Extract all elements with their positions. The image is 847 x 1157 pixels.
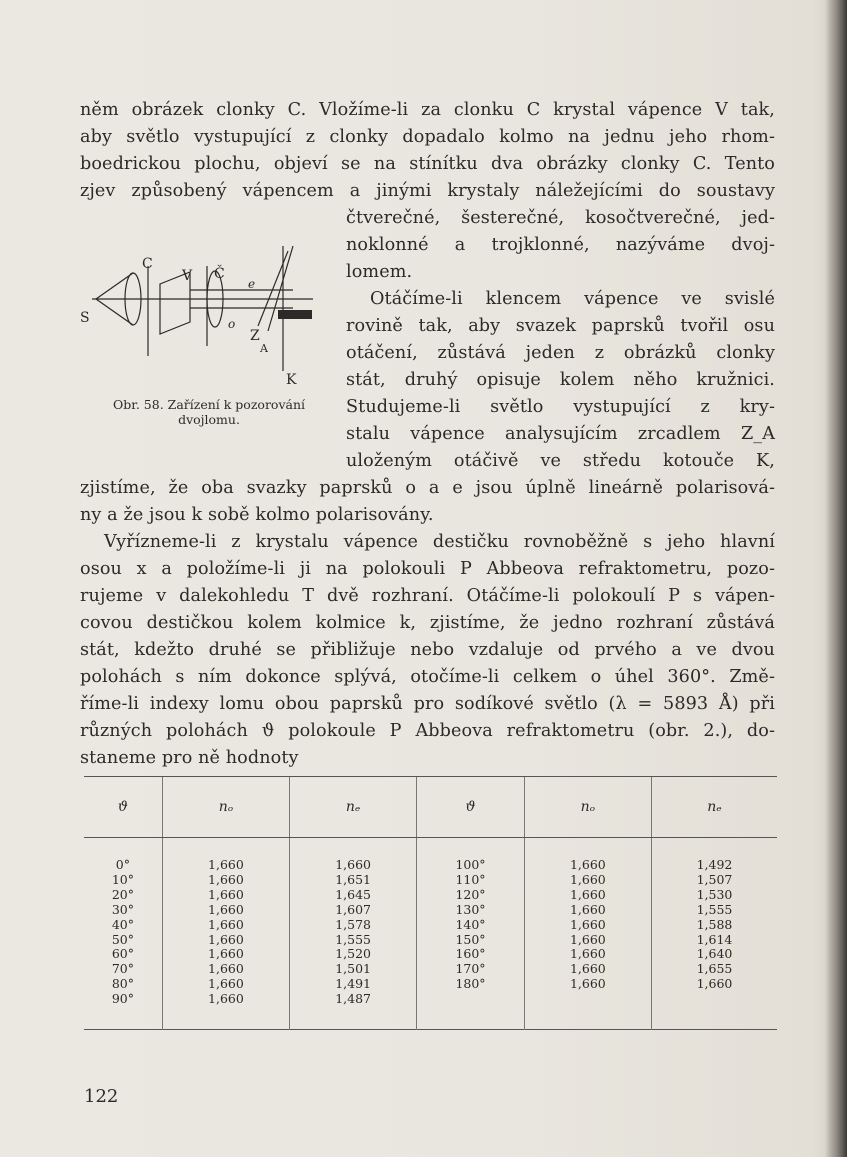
table-cell: 160°	[417, 947, 525, 962]
table-cell: 1,640	[651, 947, 777, 962]
body-line: něm obrázek clonky C. Vložíme-li za clonku C krystal vápence V tak,	[80, 100, 775, 120]
table-cell: 1,660	[290, 838, 417, 873]
body-line: Vyřízneme-li z krystalu vápence destičku rovnoběžně s jeho hlavní	[104, 532, 775, 552]
table-cell: 1,555	[290, 933, 417, 948]
table-cell: 130°	[417, 903, 525, 918]
table-cell: 80°	[111, 976, 134, 992]
body-line: boedrickou plochu, objeví se na stínítku dva obrázky clonky C. Tento	[80, 154, 775, 174]
figure-caption	[78, 397, 340, 427]
label-c: C	[142, 256, 153, 272]
table-cell: 1,660	[162, 873, 289, 888]
body-line: zjev způsobený vápencem a jinými krystaly náležejícími do soustavy	[80, 181, 775, 201]
body-line: různých polohách ϑ polokoule P Abbeova refraktometru (obr. 2.), do-	[80, 721, 775, 741]
right-column-line: otáčení, zůstává jeden z obrázků clonky	[346, 343, 775, 363]
right-column-line: noklonné a trojklonné, nazýváme dvoj-	[346, 235, 775, 255]
table-cell	[417, 992, 525, 1029]
table-cell: 50°	[111, 931, 134, 947]
body-line: aby světlo vystupující z clonky dopadalo kolmo na jednu jeho rhom-	[80, 127, 775, 147]
right-column-line: lomem.	[346, 262, 413, 282]
table-cell: 1,507	[651, 873, 777, 888]
table-cell: 1,660	[524, 962, 651, 977]
right-column-line: čtverečné, šesterečné, kosočtverečné, jed-	[346, 208, 775, 228]
table-cell	[524, 992, 651, 1029]
table-row	[84, 888, 777, 903]
label-o: o	[228, 317, 236, 331]
table-cell: 1,645	[290, 888, 417, 903]
body-line: covou destičkou kolem kolmice k, zjistíme, že jedno rozhraní zůstává	[80, 613, 775, 633]
table-cell: 30°	[111, 901, 134, 917]
table-row	[84, 918, 777, 933]
body-line: říme-li indexy lomu obou paprsků pro sodíkové světlo (λ = 5893 Å) při	[80, 694, 775, 714]
table-cell: 1,660	[651, 977, 777, 992]
body-line: stát, kdežto druhé se přibližuje nebo vzdaluje od prvého a ve dvou	[80, 640, 775, 660]
table-row	[84, 977, 777, 992]
table-cell: 1,555	[651, 903, 777, 918]
table-cell: 1,501	[290, 962, 417, 977]
table-body	[84, 838, 777, 1030]
table-cell: 1,651	[290, 873, 417, 888]
ray-top	[96, 273, 133, 299]
table-cell: 1,660	[524, 933, 651, 948]
header-n-e: nₑ	[290, 777, 417, 838]
caption-line-1: Obr. 58. Zařízení k pozorování	[112, 397, 306, 412]
label-e: e	[248, 277, 256, 291]
birefringence-apparatus-figure	[78, 236, 328, 388]
ray-bottom	[96, 299, 133, 325]
body-line: ny a že jsou k sobě kolmo polarisovány.	[80, 505, 434, 525]
table-cell: 1,578	[290, 918, 417, 933]
right-column-line: uloženým otáčivě ve středu kotouče K,	[346, 451, 775, 471]
mirror-holder	[278, 310, 312, 319]
right-column-line: stalu vápence analysujícím zrcadlem Z_A	[346, 424, 775, 444]
label-k: K	[286, 372, 297, 388]
table-cell: 120°	[417, 888, 525, 903]
right-column-line: Otáčíme-li klencem vápence ve svislé	[370, 289, 775, 309]
label-s: S	[80, 310, 90, 326]
table-cell: 1,660	[524, 903, 651, 918]
table-cell: 1,614	[651, 933, 777, 948]
table-cell: 60°	[111, 946, 134, 962]
label-a: A	[260, 342, 268, 355]
header-theta: ϑ	[84, 777, 162, 838]
table-cell: 0°	[115, 857, 130, 872]
table-cell: 1,487	[290, 992, 417, 1029]
table-row	[84, 838, 777, 873]
refractive-index-table	[84, 776, 777, 1030]
table-cell: 1,660	[524, 888, 651, 903]
page-edge-shadow	[825, 0, 847, 1157]
table-cell: 1,660	[524, 838, 651, 873]
table-cell: 1,655	[651, 962, 777, 977]
table-cell: 1,660	[162, 918, 289, 933]
table-row	[84, 933, 777, 948]
right-column-line: stát, druhý opisuje kolem něho kružnici.	[346, 370, 775, 390]
table-cell: 100°	[417, 838, 525, 873]
page-number: 122	[84, 1086, 119, 1107]
table-row	[84, 903, 777, 918]
table-cell: 40°	[111, 916, 134, 932]
header-theta: ϑ	[417, 777, 525, 838]
body-line: polohách s ním dokonce splývá, otočíme-li celkem o úhel 360°. Změ-	[80, 667, 775, 687]
body-line: osou x a položíme-li ji na polokouli P Abbeova refraktometru, pozo-	[80, 559, 775, 579]
table-cell: 90°	[111, 991, 134, 1007]
table-cell: 10°	[111, 871, 134, 887]
table-cell: 1,660	[524, 873, 651, 888]
table-row	[84, 947, 777, 962]
table-cell: 180°	[417, 977, 525, 992]
table-row	[84, 992, 777, 1029]
table-cell: 1,588	[651, 918, 777, 933]
table-cell: 1,660	[162, 903, 289, 918]
table-cell: 1,660	[524, 918, 651, 933]
body-line: rujeme v dalekohledu T dvě rozhraní. Otáčíme-li polokoulí P s vápen-	[80, 586, 775, 606]
table-cell: 1,660	[162, 962, 289, 977]
table-cell: 110°	[417, 873, 525, 888]
table-cell: 1,607	[290, 903, 417, 918]
right-column-line: Studujeme-li světlo vystupující z kry-	[346, 397, 775, 417]
table-cell: 1,660	[162, 888, 289, 903]
table-cell: 1,660	[162, 992, 289, 1029]
table-cell: 1,530	[651, 888, 777, 903]
header-n-o: nₒ	[524, 777, 651, 838]
table-cell: 140°	[417, 918, 525, 933]
label-v: V	[182, 268, 193, 284]
right-column-line: rovině tak, aby svazek paprsků tvořil osu	[346, 316, 775, 336]
table-cell: 20°	[111, 886, 134, 902]
caption-line-2: dvojlomu.	[178, 412, 240, 427]
table-cell: 70°	[111, 961, 134, 977]
table-cell: 170°	[417, 962, 525, 977]
label-c2: Č	[214, 266, 225, 282]
table-cell: 1,660	[524, 947, 651, 962]
table-row	[84, 873, 777, 888]
label-z: Z	[250, 328, 260, 344]
table-cell: 1,492	[651, 838, 777, 873]
table-cell: 1,520	[290, 947, 417, 962]
table-cell: 1,660	[162, 933, 289, 948]
header-n-o: nₒ	[162, 777, 289, 838]
table-cell: 150°	[417, 933, 525, 948]
table-cell: 1,660	[162, 838, 289, 873]
header-n-e: nₑ	[651, 777, 777, 838]
body-line: staneme pro ně hodnoty	[80, 748, 299, 768]
table-cell	[651, 992, 777, 1029]
table-cell: 1,660	[524, 977, 651, 992]
body-line: zjistíme, že oba svazky paprsků o a e jsou úplně lineárně polarisová-	[80, 478, 775, 498]
table-row	[84, 962, 777, 977]
table-cell: 1,660	[162, 977, 289, 992]
table-header-row	[84, 777, 777, 838]
table-cell: 1,491	[290, 977, 417, 992]
table-cell: 1,660	[162, 947, 289, 962]
